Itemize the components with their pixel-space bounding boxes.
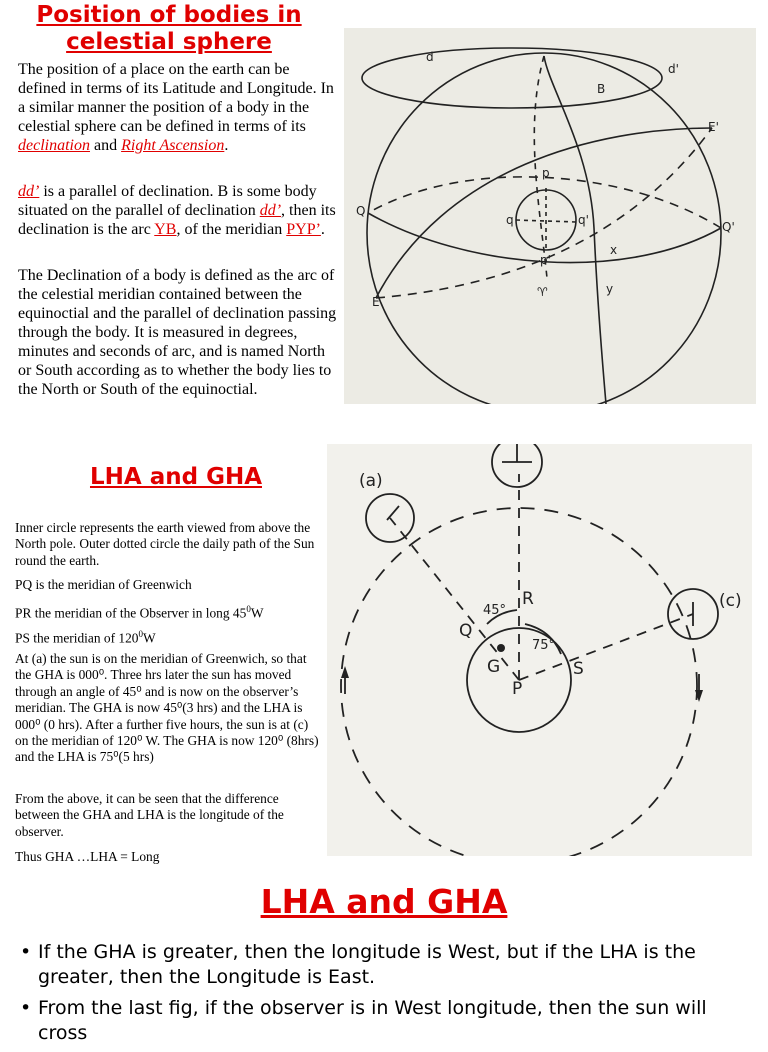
- label-p: p: [542, 166, 550, 180]
- meridian-pq: [390, 518, 519, 680]
- term-right-ascension: Right Ascension: [121, 137, 225, 154]
- title-line-2: celestial sphere: [66, 29, 272, 55]
- label-x: x: [610, 243, 618, 257]
- slide-title-lha-gha: LHA and GHA: [260, 882, 508, 921]
- label-p-prime: p': [540, 253, 551, 267]
- paragraph-ps: [15, 626, 323, 647]
- label-b: B: [597, 82, 606, 96]
- label-angle-45: 45°: [483, 603, 507, 618]
- label-q-prime: Q': [722, 220, 735, 234]
- label-e: E: [372, 295, 380, 309]
- paragraph-declination-definition: The Declination of a body is defined as the arc of the celestial meridian contained between the equinoctial and the parallel of declination passing through the body. It is measured in degrees, minutes and seconds of arc, and is named North or South according as to whether the body lies to the North or South of the equinoctial.: [18, 267, 337, 398]
- text-run: PR the meridian of the Observer in long 45: [15, 605, 247, 621]
- lha-gha-figure: [327, 444, 752, 856]
- label-p: P: [512, 679, 523, 699]
- label-q-small-prime: q': [578, 213, 589, 227]
- paragraph-sun-path: At (a) the sun is on the meridian of Greenwich, so that the GHA is 000⁰. Three hrs later the sun has moved through an angle of 45⁰ and is now on the observer’s meridian. The GHA is now 45⁰(3 hrs) and the LHA is 000⁰ (0 hrs). After a further five hours, the sun is at (c) on the meridian of 120⁰ W. The GHA is now 120⁰ (8hrs) and the LHA is 75⁰(5 hrs): [15, 651, 319, 765]
- point-g: [497, 644, 505, 652]
- paragraph-pq: PQ is the meridian of Greenwich: [15, 577, 192, 592]
- text-run: is a parallel of declination. B is some body situated on the parallel of declination: [18, 183, 317, 219]
- equator-back: [368, 177, 721, 228]
- label-y: y: [606, 282, 614, 296]
- celestial-sphere-figure: [344, 28, 756, 404]
- paragraph-position-intro: [18, 60, 340, 155]
- label-s: S: [573, 659, 584, 679]
- sun-a-tick: [387, 506, 399, 520]
- term-declination: declination: [18, 137, 90, 154]
- text-run: The position of a place on the earth can be defined in terms of its Latitude and Longitude. In a similar manner the position of a body in the celestial sphere can be defined in terms of its: [18, 61, 334, 135]
- degree-sup: 0: [246, 604, 251, 614]
- paragraph-difference: From the above, it can be seen that the difference between the GHA and LHA is the longitude of the observer.: [15, 791, 284, 839]
- celestial-sphere-diagram: [344, 28, 756, 404]
- parallel-dd-prime: [362, 48, 662, 108]
- paragraph-formula: Thus GHA …LHA = Long: [15, 849, 160, 864]
- term-yb: YB: [154, 221, 177, 238]
- term-dd-prime: dd’: [259, 202, 282, 219]
- text-run: , of the meridian: [176, 221, 287, 238]
- degree-sup: 0: [138, 629, 143, 639]
- bullet-item: • From the last fig, if the observer is in West longitude, then the sun will cross: [18, 996, 758, 1046]
- label-d-prime: d': [668, 62, 679, 76]
- text-run: .: [320, 221, 325, 238]
- text-run: .: [224, 137, 229, 154]
- label-c: (c): [719, 591, 742, 611]
- bullet-item: • If the GHA is greater, then the longitude is West, but if the LHA is the greater, then the Longitude is East.: [18, 940, 758, 990]
- label-r: R: [522, 589, 534, 609]
- paragraph-pr: [15, 601, 323, 622]
- text-run: W: [142, 630, 156, 646]
- paragraph-inner-circle: Inner circle represents the earth viewed from above the North pole. Outer dotted circle the daily path of the Sun round the earth.: [15, 520, 315, 568]
- text-run: and: [89, 137, 122, 154]
- text-run: PS the meridian of 120: [15, 630, 139, 646]
- label-q: Q: [459, 621, 473, 641]
- term-pyp: PYP’: [286, 221, 321, 238]
- label-g: G: [487, 657, 501, 677]
- text-run: , then its declination is the arc: [18, 202, 336, 238]
- label-q-small: q: [506, 213, 514, 227]
- text-run: W: [250, 605, 264, 621]
- title-line-1: Position of bodies in: [36, 2, 302, 28]
- bullet-list: [18, 940, 758, 1052]
- label-d: d: [426, 50, 434, 64]
- ecliptic-front: [376, 128, 712, 298]
- sphere-outline: [367, 53, 721, 404]
- label-q: Q: [356, 204, 366, 218]
- lha-gha-diagram: [327, 444, 752, 856]
- label-e-prime: E': [708, 120, 719, 134]
- ecliptic-back: [376, 128, 712, 298]
- section-title-celestial: [0, 2, 338, 56]
- term-dd-prime: dd’: [18, 183, 40, 200]
- section-title-lha-gha: LHA and GHA: [89, 464, 262, 490]
- label-aries: ♈: [537, 285, 548, 299]
- label-a: (a): [359, 471, 383, 491]
- paragraph-parallel-declination: [18, 182, 340, 239]
- label-angle-75: 75°: [532, 638, 556, 653]
